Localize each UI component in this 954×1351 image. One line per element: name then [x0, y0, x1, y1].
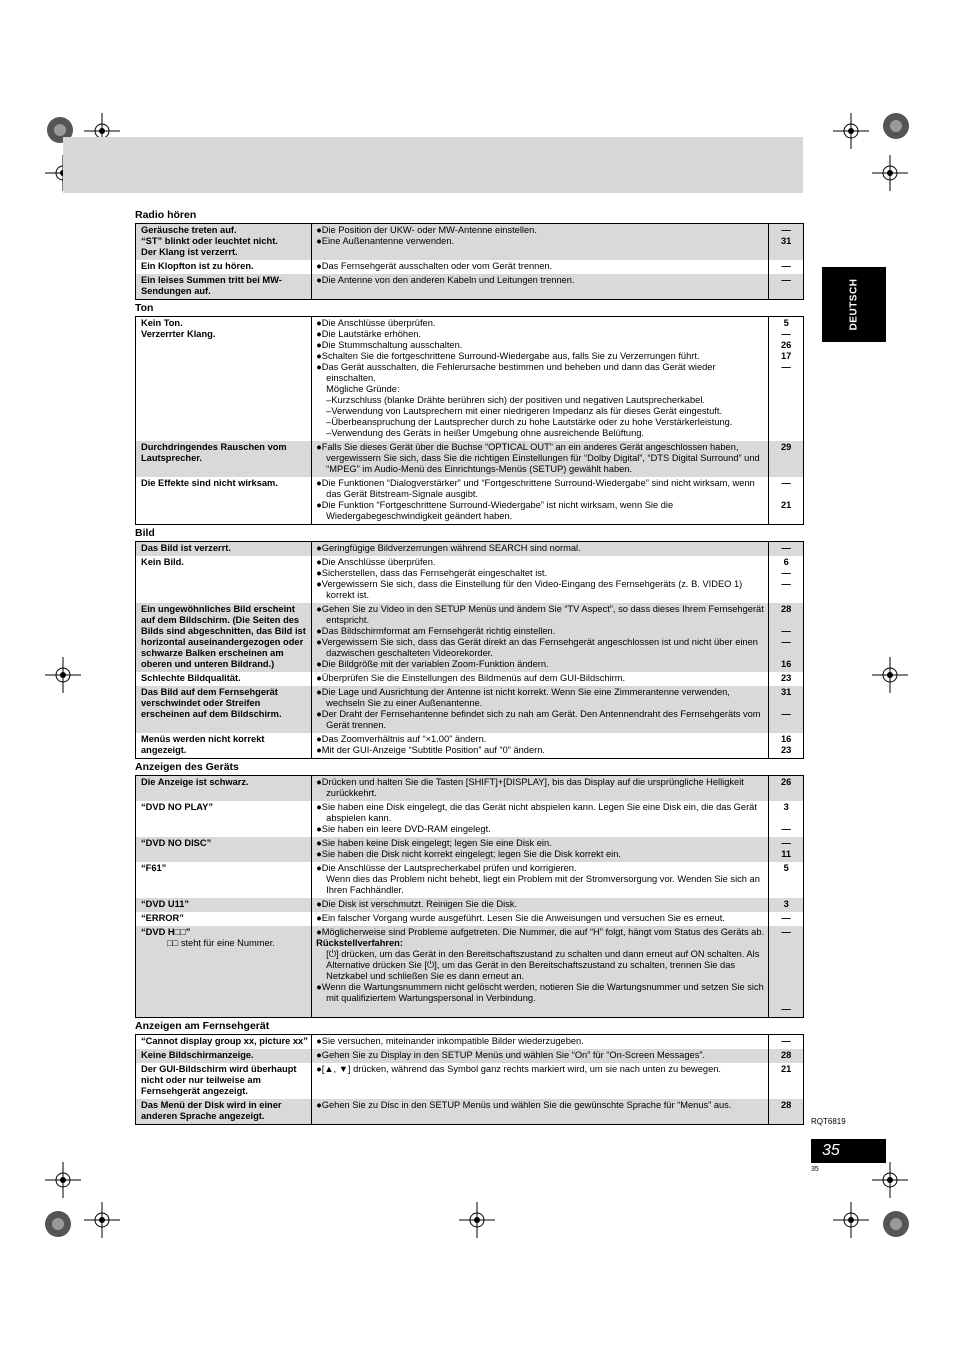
page-ref-cell	[769, 274, 804, 300]
page-number-small: 35	[811, 1166, 819, 1173]
solution-cell	[312, 862, 769, 898]
solution-text: ●Die Lage und Ausrichtung der Antenne ist nicht korrekt. Wenn Sie eine Zimmerantenne verwenden, wechseln Sie zu einer Außenantenne.	[316, 687, 730, 708]
page-ref: 31	[781, 687, 792, 697]
page-ref-cell	[769, 556, 804, 603]
registration-mark-bottom-right-outer	[878, 1206, 914, 1242]
page-ref-cell	[769, 603, 804, 672]
problem-text: Das Menü der Disk wird in einer anderen Sprache angezeigt.	[141, 1100, 282, 1121]
solution-text: [⏻] drücken, um das Gerät in den Bereitschaftszustand zu schalten und dann erneut auf ON schalten. Als Alternative drücken Sie [⏻], um das Gerät in den Bereitschaftszustand zu schalten, trennen Sie das Netzkabel und schließen Sie es dann erneut an.	[326, 949, 760, 981]
table-row	[136, 1099, 804, 1125]
page-ref: —	[781, 1036, 791, 1046]
solution-text: ●Mit der GUI-Anzeige “Subtitle Position” auf “0” ändern.	[316, 745, 545, 755]
page-ref: —	[781, 543, 791, 553]
problem-text: Keine Bildschirmanzeige.	[141, 1050, 254, 1060]
table-row	[136, 1063, 804, 1099]
page-ref: 17	[781, 351, 792, 361]
table-row	[136, 898, 804, 912]
solution-text: ●Die Antenne von den anderen Kabeln und Leitungen trennen.	[316, 275, 575, 285]
problem-text: Schlechte Bildqualität.	[141, 673, 241, 683]
solution-text: –Kurzschluss (blanke Drähte berühren sich) der positiven und negativen Lautsprecherkabel.	[326, 395, 705, 405]
problem-cell	[136, 542, 312, 557]
solution-text: ●Eine Außenantenne verwenden.	[316, 236, 455, 246]
page-ref	[769, 615, 803, 626]
problem-text: Das Bild ist verzerrt.	[141, 543, 231, 553]
page-ref: —	[781, 329, 791, 339]
solution-cell	[312, 672, 769, 686]
table-row	[136, 672, 804, 686]
solution-text: ●Überprüfen Sie die Einstellungen des Bildmenüs auf dem GUI-Bildschirm.	[316, 673, 626, 683]
solution-text: ●Gehen Sie zu Disc in den SETUP Menüs und wählen Sie die gewünschte Sprache für “Menus” aus.	[316, 1100, 732, 1110]
page-ref	[769, 489, 803, 500]
troubleshooting-table	[135, 316, 804, 525]
page-ref: —	[781, 225, 791, 235]
page-ref: —	[781, 709, 791, 719]
solution-cell	[312, 542, 769, 557]
page-ref-cell	[769, 672, 804, 686]
problem-text: “Cannot display group xx, picture xx”	[141, 1036, 308, 1046]
solution-text: ●Die Funktionen “Dialogverstärker” und “Fortgeschrittene Surround-Wiedergabe” sind nicht wirksam, wenn das Gerät Bitstream-Signale ausgibt.	[316, 478, 755, 499]
solution-text: –Verwendung des Geräts in heißer Umgebung ohne ausreichende Belüftung.	[326, 428, 645, 438]
solution-text: ●Die Anschlüsse überprüfen.	[316, 557, 436, 567]
page-ref: —	[781, 637, 791, 647]
solution-text: ●Der Draht der Fernsehantenne befindet sich zu nah am Gerät. Den Antennendraht des Fernsehgeräts vom Gerät trennen.	[316, 709, 761, 730]
problem-cell	[136, 477, 312, 525]
problem-text: Der Klang ist verzerrt.	[141, 247, 238, 257]
solution-text: ●Die Anschlüsse der Lautsprecherkabel prüfen und korrigieren.	[316, 863, 577, 873]
page-ref-cell	[769, 733, 804, 759]
solution-text: ●[▲, ▼] drücken, während das Symbol ganz rechts markiert wird, um sie nach unten zu bewegen.	[316, 1064, 722, 1074]
page-ref: 26	[781, 340, 792, 350]
troubleshooting-table	[135, 223, 804, 300]
problem-note: □□ steht für eine Nummer.	[167, 938, 275, 948]
section-title: Anzeigen am Fernsehgerät	[135, 1020, 270, 1032]
crosshair-mark-bottom-right-high	[872, 1162, 908, 1198]
table-row	[136, 274, 804, 300]
page-ref: —	[781, 275, 791, 285]
solution-text: ●Sie haben eine Disk eingelegt, die das Gerät nicht abspielen kann. Legen Sie eine Disk ein, die das Gerät abspielen kann.	[316, 802, 757, 823]
problem-text: “DVD H□□”	[141, 927, 191, 937]
problem-text: “F61”	[141, 863, 167, 873]
problem-cell	[136, 260, 312, 274]
table-row	[136, 542, 804, 557]
solution-cell	[312, 1099, 769, 1125]
problem-text: Geräusche treten auf.	[141, 225, 237, 235]
problem-cell	[136, 441, 312, 477]
solution-cell	[312, 733, 769, 759]
solution-text: –Verwendung von Lautsprechern mit einer niedrigeren Impedanz als für dieses Gerät eingestuft.	[326, 406, 723, 416]
table-row	[136, 556, 804, 603]
page-ref: 16	[781, 659, 792, 669]
solution-text: ●Möglicherweise sind Probleme aufgetreten. Die Nummer, die auf “H” folgt, hängt vom Status des Geräts ab.	[316, 927, 765, 937]
problem-cell	[136, 776, 312, 802]
problem-cell	[136, 1099, 312, 1125]
problem-text: Kein Ton.	[141, 318, 183, 328]
solution-cell	[312, 260, 769, 274]
page-ref: —	[781, 927, 791, 937]
solution-text: Mögliche Gründe:	[326, 384, 400, 394]
solution-cell	[312, 776, 769, 802]
problem-text: Die Anzeige ist schwarz.	[141, 777, 249, 787]
problem-cell	[136, 898, 312, 912]
page-ref	[769, 648, 803, 659]
page-ref: —	[781, 838, 791, 848]
crosshair-mark-top-right-low	[872, 155, 908, 191]
table-row	[136, 224, 804, 261]
problem-text: Durchdringendes Rauschen vom Lautsprecher.	[141, 442, 287, 463]
page-ref: —	[781, 626, 791, 636]
page-ref-cell	[769, 477, 804, 525]
problem-cell	[136, 686, 312, 733]
crosshair-mark-bottom-right	[833, 1202, 869, 1238]
problem-text: Kein Bild.	[141, 557, 184, 567]
page-ref: 28	[781, 1100, 792, 1110]
solution-text: ●Die Bildgröße mit der variablen Zoom-Funktion ändern.	[316, 659, 549, 669]
table-row	[136, 912, 804, 926]
solution-text: ●Vergewissern Sie sich, dass die Einstellung für den Video-Eingang des Fernsehgeräts (z. B. VIDEO 1) korrekt ist.	[316, 579, 743, 600]
solution-cell	[312, 1063, 769, 1099]
troubleshooting-table	[135, 541, 804, 759]
page-ref: 21	[781, 1064, 792, 1074]
solution-text: Rückstellverfahren:	[316, 938, 403, 948]
table-row	[136, 862, 804, 898]
page-ref: —	[781, 913, 791, 923]
page-ref	[769, 971, 803, 982]
page-ref-cell	[769, 926, 804, 1018]
page-ref: 23	[781, 673, 792, 683]
solution-text: ●Die Lautstärke erhöhen.	[316, 329, 422, 339]
page-ref: 5	[783, 318, 789, 328]
table-row	[136, 733, 804, 759]
solution-text: ●Das Zoomverhältnis auf “×1.00” ändern.	[316, 734, 487, 744]
table-row	[136, 317, 804, 442]
solution-cell	[312, 603, 769, 672]
page-ref-cell	[769, 837, 804, 862]
page-number: 35	[811, 1139, 886, 1163]
crosshair-mark-mid-left	[45, 657, 81, 693]
solution-cell	[312, 912, 769, 926]
troubleshooting-table	[135, 1034, 804, 1125]
section-title: Ton	[135, 302, 154, 314]
page-ref-cell	[769, 260, 804, 274]
solution-text: –Überbeanspruchung der Lautsprecher durch zu hohe Lautstärke oder zu hohe Verstärkerleistung.	[326, 417, 733, 427]
page-ref-cell	[769, 1049, 804, 1063]
table-row	[136, 837, 804, 862]
page-ref-cell	[769, 776, 804, 802]
page-ref-cell	[769, 862, 804, 898]
solution-cell	[312, 477, 769, 525]
page-ref: 21	[781, 500, 792, 510]
solution-text: ●Das Gerät ausschalten, die Fehlerursache bestimmen und beheben und dann das Gerät wieder einschalten.	[316, 362, 716, 383]
page-ref	[769, 960, 803, 971]
table-row	[136, 686, 804, 733]
solution-cell	[312, 317, 769, 442]
solution-text: ●Sie haben ein leere DVD-RAM eingelegt.	[316, 824, 491, 834]
page-ref-cell	[769, 1035, 804, 1050]
page-ref-cell	[769, 1063, 804, 1099]
page-ref: 28	[781, 1050, 792, 1060]
table-row	[136, 441, 804, 477]
solution-cell	[312, 898, 769, 912]
section-title: Bild	[135, 527, 155, 539]
registration-mark-bottom-left-outer	[40, 1206, 76, 1242]
document-code: RQT6819	[811, 1117, 846, 1126]
page-ref	[769, 982, 803, 993]
problem-cell	[136, 926, 312, 1018]
language-tab	[822, 267, 886, 342]
page-ref: —	[781, 1004, 791, 1014]
problem-cell	[136, 317, 312, 442]
page-ref	[769, 698, 803, 709]
problem-cell	[136, 837, 312, 862]
crosshair-mark-bottom-center	[459, 1202, 495, 1238]
table-row	[136, 801, 804, 837]
problem-text: Verzerrter Klang.	[141, 329, 216, 339]
page-ref-cell	[769, 224, 804, 261]
page-ref: —	[781, 261, 791, 271]
solution-text: ●Falls Sie dieses Gerät über die Buchse “OPTICAL OUT” an ein anderes Gerät angeschlossen haben, vergewissern Sie sich, dass Sie die richtigen Einstellungen für “Dolby Digital”, “DTS Digital Surround” und “MPEG” im Audio-Menü des Einrichtungs-Menüs (SETUP) gewählt haben.	[316, 442, 760, 474]
solution-text: ●Geringfügige Bildverzerrungen während SEARCH sind normal.	[316, 543, 581, 553]
solution-text: ●Das Fernsehgerät ausschalten oder vom Gerät trennen.	[316, 261, 553, 271]
problem-cell	[136, 1049, 312, 1063]
problem-text: “ERROR”	[141, 913, 184, 923]
solution-cell	[312, 1049, 769, 1063]
page-ref-cell	[769, 801, 804, 837]
section-title: Radio hören	[135, 209, 197, 221]
solution-text: ●Die Funktion “Fortgeschrittene Surround-Wiedergabe” ist nicht wirksam, wenn Sie die Wiedergabegeschwindigkeit geändert haben.	[316, 500, 674, 521]
solution-text: ●Schalten Sie die fortgeschrittene Surround-Wiedergabe aus, falls Sie zu Verzerrungen führt.	[316, 351, 700, 361]
table-row	[136, 260, 804, 274]
table-row	[136, 477, 804, 525]
solution-cell	[312, 801, 769, 837]
solution-text: ●Gehen Sie zu Video in den SETUP Menüs und ändern Sie “TV Aspect”, so dass dieses Ihrem Fernsehgerät entspricht.	[316, 604, 764, 625]
page-ref: 29	[781, 442, 792, 452]
problem-text: “ST” blinkt oder leuchtet nicht.	[141, 236, 278, 246]
table-row	[136, 1049, 804, 1063]
page-ref-cell	[769, 441, 804, 477]
page-ref	[769, 993, 803, 1004]
solution-text: ●Sie haben keine Disk eingelegt; legen Sie eine Disk ein.	[316, 838, 552, 848]
page-ref-cell	[769, 542, 804, 557]
language-tab-label: DEUTSCH	[848, 278, 860, 331]
problem-cell	[136, 274, 312, 300]
page-ref: 3	[783, 802, 789, 812]
crosshair-mark-mid-right	[872, 657, 908, 693]
solution-text: ●Die Position der UKW- oder MW-Antenne einstellen.	[316, 225, 537, 235]
problem-text: Das Bild auf dem Fernsehgerät verschwindet oder Streifen erscheinen auf dem Bildschirm.	[141, 687, 282, 719]
solution-text: ●Die Disk ist verschmutzt. Reinigen Sie die Disk.	[316, 899, 518, 909]
crosshair-mark-top-right	[833, 113, 869, 149]
solution-text: ●Das Bildschirmformat am Fernsehgerät richtig einstellen.	[316, 626, 556, 636]
table-row	[136, 926, 804, 1018]
section-title: Anzeigen des Geräts	[135, 761, 239, 773]
solution-cell	[312, 556, 769, 603]
page-ref-cell	[769, 898, 804, 912]
problem-text: Die Effekte sind nicht wirksam.	[141, 478, 278, 488]
problem-text: Ein leises Summen tritt bei MW-Sendungen auf.	[141, 275, 282, 296]
page-ref: 31	[781, 236, 792, 246]
problem-text: “DVD NO PLAY”	[141, 802, 213, 812]
solution-text: ●Sicherstellen, dass das Fernsehgerät eingeschaltet ist.	[316, 568, 548, 578]
page-ref	[769, 949, 803, 960]
table-row	[136, 776, 804, 802]
page-ref: —	[781, 579, 791, 589]
solution-cell	[312, 274, 769, 300]
header-band	[63, 137, 803, 193]
problem-text: Menüs werden nicht korrekt angezeigt.	[141, 734, 265, 755]
solution-cell	[312, 686, 769, 733]
page-ref: —	[781, 568, 791, 578]
table-row	[136, 1035, 804, 1050]
page-ref: 5	[783, 863, 789, 873]
page-ref: 6	[783, 557, 789, 567]
problem-cell	[136, 224, 312, 261]
solution-text: ●Die Anschlüsse überprüfen.	[316, 318, 436, 328]
solution-text: Wenn dies das Problem nicht behebt, liegt ein Problem mit der Stromversorgung vor. Wenden Sie sich an Ihren Fachhändler.	[326, 874, 760, 895]
solution-cell	[312, 837, 769, 862]
page-ref: —	[781, 362, 791, 372]
problem-cell	[136, 733, 312, 759]
solution-text: ●Vergewissern Sie sich, dass das Gerät direkt an das Fernsehgerät angeschlossen ist und nicht über einen dazwischen geschalteten Videorekorder.	[316, 637, 758, 658]
page-ref	[769, 938, 803, 949]
solution-text: ●Die Stummschaltung ausschalten.	[316, 340, 463, 350]
problem-cell	[136, 556, 312, 603]
page-ref: 11	[781, 849, 792, 859]
solution-text: ●Gehen Sie zu Display in den SETUP Menüs und wählen Sie “On” für “On-Screen Messages”.	[316, 1050, 706, 1060]
solution-text: ●Sie versuchen, miteinander inkompatible Bilder wiederzugeben.	[316, 1036, 584, 1046]
page-ref-cell	[769, 317, 804, 442]
solution-text: ●Ein falscher Vorgang wurde ausgeführt. Lesen Sie die Anweisungen und versuchen Sie es erneut.	[316, 913, 725, 923]
problem-cell	[136, 603, 312, 672]
problem-cell	[136, 1035, 312, 1050]
page-ref: —	[781, 824, 791, 834]
problem-text: Ein Klopfton ist zu hören.	[141, 261, 254, 271]
problem-cell	[136, 801, 312, 837]
solution-cell	[312, 224, 769, 261]
crosshair-mark-bottom-left-high	[45, 1162, 81, 1198]
page-ref: —	[781, 478, 791, 488]
problem-text: Der GUI-Bildschirm wird überhaupt nicht oder nur teilweise am Fernsehgerät angezeigt.	[141, 1064, 297, 1096]
table-row	[136, 603, 804, 672]
page-ref: 3	[783, 899, 789, 909]
page-ref: 23	[781, 745, 792, 755]
problem-cell	[136, 1063, 312, 1099]
page-ref: 28	[781, 604, 792, 614]
problem-text: “DVD U11”	[141, 899, 190, 909]
troubleshooting-table	[135, 775, 804, 1018]
problem-text: Ein ungewöhnliches Bild erscheint auf dem Bildschirm. (Die Seiten des Bilds sind abgeschnitten, das Bild ist horizontal auseinandergezogen oder schwarze Balken erscheinen am oberen und unteren Bildrand.)	[141, 604, 306, 669]
page-ref: 16	[781, 734, 792, 744]
problem-cell	[136, 912, 312, 926]
page-ref-cell	[769, 686, 804, 733]
problem-cell	[136, 672, 312, 686]
registration-mark-top-right-outer	[878, 108, 914, 144]
page-ref	[769, 813, 803, 824]
solution-cell	[312, 1035, 769, 1050]
page-ref-cell	[769, 912, 804, 926]
solution-text: ●Sie haben die Disk nicht korrekt eingelegt; legen Sie die Disk korrekt ein.	[316, 849, 621, 859]
crosshair-mark-bottom-left	[84, 1202, 120, 1238]
problem-cell	[136, 862, 312, 898]
solution-text: ●Wenn die Wartungsnummern nicht gelöscht werden, notieren Sie die Wartungsnummer und setzen Sie sich mit qualifiziertem Wartungspersonal in Verbindung.	[316, 982, 764, 1003]
solution-cell	[312, 926, 769, 1018]
solution-text: ●Drücken und halten Sie die Tasten [SHIFT]+[DISPLAY], bis das Display auf die ursprüngliche Helligkeit zurückkehrt.	[316, 777, 744, 798]
page-ref-cell	[769, 1099, 804, 1125]
page-ref: 26	[781, 777, 792, 787]
solution-cell	[312, 441, 769, 477]
problem-text: “DVD NO DISC”	[141, 838, 212, 848]
troubleshooting-content	[135, 207, 804, 1125]
